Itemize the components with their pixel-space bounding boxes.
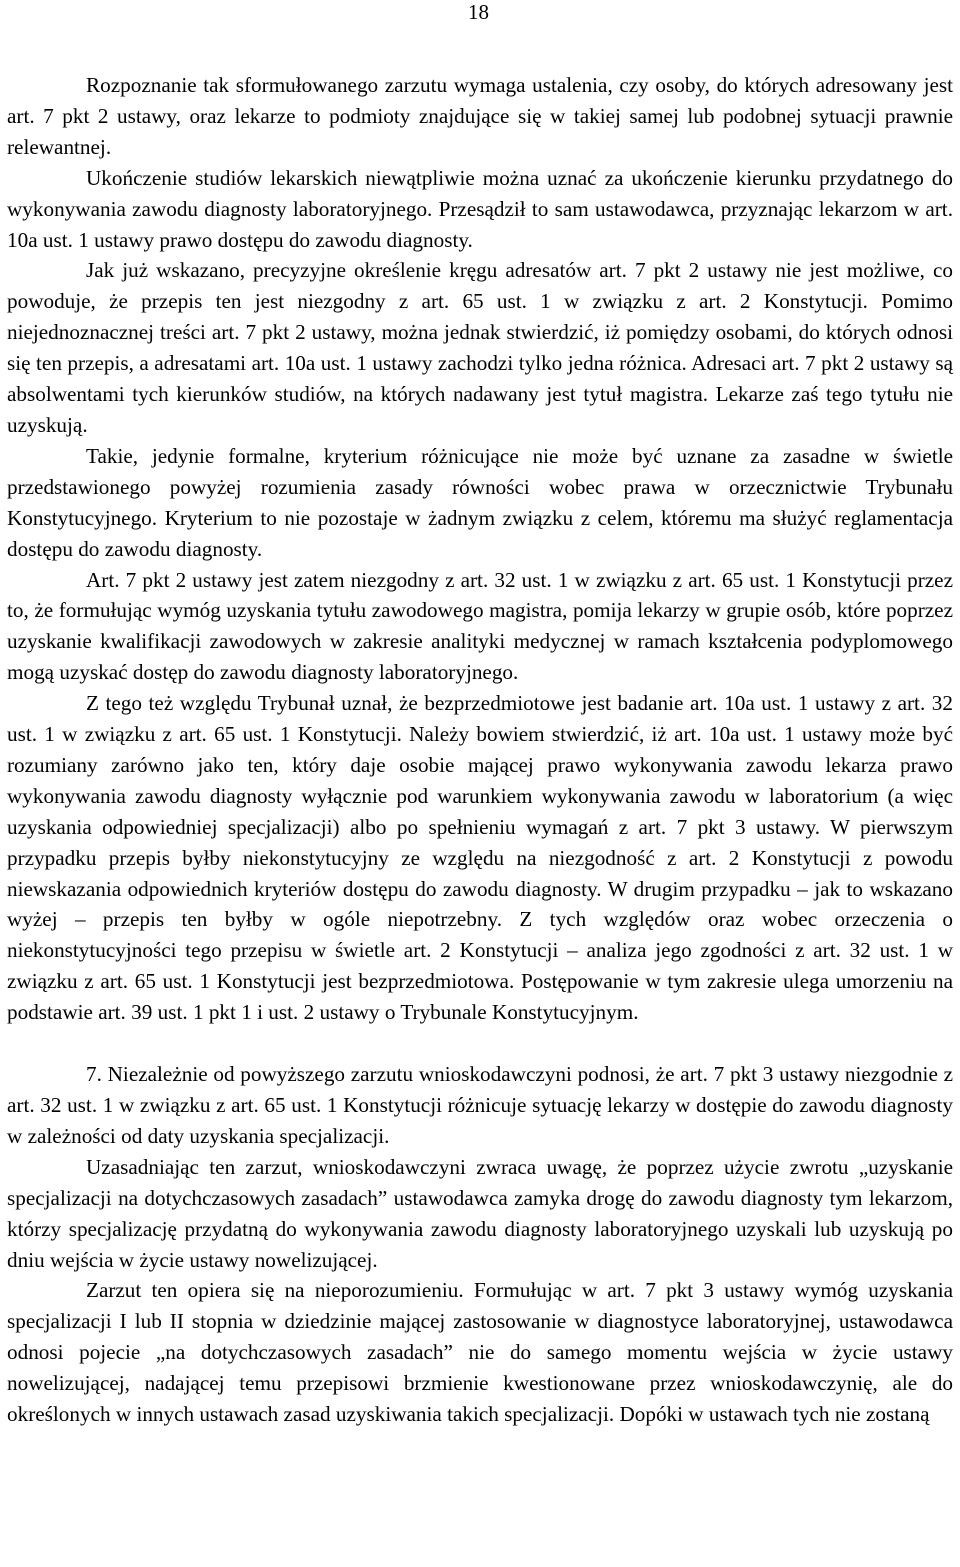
paragraph: Zarzut ten opiera się na nieporozumieniu. Formułując w art. 7 pkt 3 ustawy wymóg uzyskania specjalizacji I lub II stopnia w dziedzinie mającej zastosowanie w diagnostyce laboratoryjnej, ustawodawca odnosi pojecie „na dotychczasowych zasadach” nie do samego momentu wejścia w życie ustawy nowelizującej, nadającej temu przepisowi brzmienie kwestionowane przez wnioskodawczynię, ale do określonych w innych ustawach zasad uzyskiwania takich specjalizacji. Dopóki w ustawach tych nie zostaną: [7, 1278, 953, 1427]
paragraph: 7. Niezależnie od powyższego zarzutu wnioskodawczyni podnosi, że art. 7 pkt 3 ustawy niezgodnie z art. 32 ust. 1 w związku z art. 65 ust. 1 Konstytucji różnicuje sytuację lekarzy w dostępie do zawodu diagnosty w zależności od daty uzyskania specjalizacji.: [7, 1062, 953, 1148]
paragraph: Takie, jedynie formalne, kryterium różnicujące nie może być uznane za zasadne w świetle przedstawionego powyżej rozumienia zasady równości wobec prawa w orzecznictwie Trybunału Konstytucyjnego. Kryterium to nie pozostaje w żadnym związku z celem, któremu ma służyć reglamentacja dostępu do zawodu diagnosty.: [7, 443, 953, 561]
paragraph: Art. 7 pkt 2 ustawy jest zatem niezgodny z art. 32 ust. 1 w związku z art. 65 ust. 1 Konstytucji przez to, że formułując wymóg uzyskania tytułu zawodowego magistra, pomija lekarzy w grupie osób, które poprzez uzyskanie kwalifikacji zawodowych w zakresie analityki medycznej w ramach kształcenia podyplomowego mogą uzyskać dostęp do zawodu diagnosty laboratoryjnego.: [7, 567, 953, 685]
document-body: [7, 70, 953, 1430]
page-number: 18: [468, 0, 489, 24]
paragraph: Jak już wskazano, precyzyjne określenie kręgu adresatów art. 7 pkt 2 ustawy nie jest możliwe, co powoduje, że przepis ten jest niezgodny z art. 65 ust. 1 w związku z art. 2 Konstytucji. Pomimo niejednoznacznej treści art. 7 pkt 2 ustawy, można jednak stwierdzić, iż pomiędzy osobami, do których odnosi się ten przepis, a adresatami art. 10a ust. 1 ustawy zachodzi tylko jedna różnica. Adresaci art. 7 pkt 2 ustawy są absolwentami tych kierunków studiów, na których nadawany jest tytuł magistra. Lekarze zaś tego tytułu nie uzyskują.: [7, 258, 953, 437]
paragraph: Z tego też względu Trybunał uznał, że bezprzedmiotowe jest badanie art. 10a ust. 1 ustawy z art. 32 ust. 1 w związku z art. 65 ust. 1 Konstytucji. Należy bowiem stwierdzić, iż art. 10a ust. 1 ustawy może być rozumiany zarówno jako ten, który daje osobie mającej prawo wykonywania zawodu lekarza prawo wykonywania zawodu diagnosty wyłącznie pod warunkiem wykonywania zawodu w laboratorium (a więc uzyskania odpowiedniej specjalizacji) albo po spełnieniu wymagań z art. 7 pkt 3 ustawy. W pierwszym przypadku przepis byłby niekonstytucyjny ze względu na niezgodność z art. 2 Konstytucji z powodu niewskazania odpowiednich kryteriów dostępu do zawodu diagnosty. W drugim przypadku – jak to wskazano wyżej – przepis ten byłby w ogóle niepotrzebny. Z tych względów oraz wobec orzeczenia o niekonstytucyjności tego przepisu w świetle art. 2 Konstytucji – analiza jego zgodności z art. 32 ust. 1 w związku z art. 65 ust. 1 Konstytucji jest bezprzedmiotowa. Postępowanie w tym zakresie ulega umorzeniu na podstawie art. 39 ust. 1 pkt 1 i ust. 2 ustawy o Trybunale Konstytucyjnym.: [7, 691, 953, 1025]
paragraph: Rozpoznanie tak sformułowanego zarzutu wymaga ustalenia, czy osoby, do których adresowany jest art. 7 pkt 2 ustawy, oraz lekarze to podmioty znajdujące się w takiej samej lub podobnej sytuacji prawnie relewantnej.: [7, 73, 953, 159]
paragraph: Ukończenie studiów lekarskich niewątpliwie można uznać za ukończenie kierunku przydatnego do wykonywania zawodu diagnosty laboratoryjnego. Przesądził to sam ustawodawca, przyznając lekarzom w art. 10a ust. 1 ustawy prawo dostępu do zawodu diagnosty.: [7, 165, 953, 252]
paragraph: Uzasadniając ten zarzut, wnioskodawczyni zwraca uwagę, że poprzez użycie zwrotu „uzyskanie specjalizacji na dotychczasowych zasadach” ustawodawca zamyka drogę do zawodu diagnosty tym lekarzom, którzy specjalizację przydatną do wykonywania zawodu diagnosty laboratoryjnego uzyskali lub uzyskują po dniu wejścia w życie ustawy nowelizującej.: [7, 1154, 953, 1272]
